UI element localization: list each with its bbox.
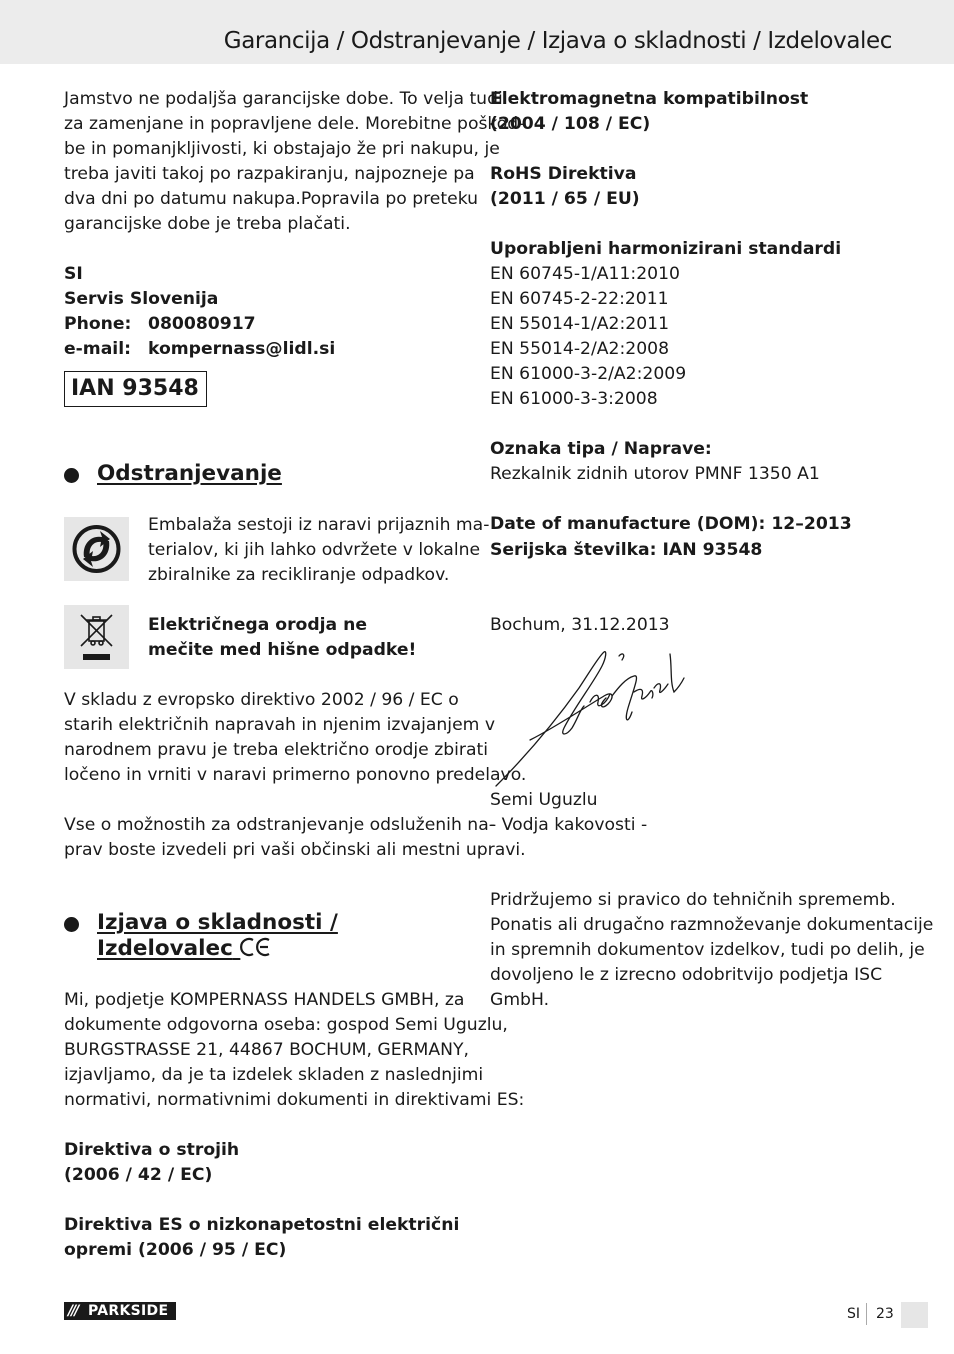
text-line: Vse o možnostih za odstranjevanje odsluženih na-: [64, 815, 495, 835]
parkside-logo: [64, 1302, 176, 1320]
ce-mark-icon: [240, 937, 272, 957]
logo-stripes: ///: [68, 1303, 78, 1319]
text-line: starih električnih napravah in njenim izvajanjem v: [64, 715, 496, 735]
rohs-directive: RoHS Direktiva: [490, 164, 637, 184]
bullet-icon: [64, 917, 79, 932]
low-voltage-directive-code: opremi (2006 / 95 / EC): [64, 1240, 287, 1260]
type-value: Rezkalnik zidnih utorov PMNF 1350 A1: [490, 464, 820, 484]
text-line: Ponatis ali drugačno razmnoževanje dokumentacije: [490, 915, 934, 935]
signer-role: - Vodja kakovosti -: [490, 815, 648, 835]
text-line: za zamenjane in popravljene dele. Morebitne poškod-: [64, 114, 525, 134]
packaging-line: Embalaža sestoji iz naravi prijaznih ma-: [148, 515, 490, 535]
rohs-directive-code: (2011 / 65 / EU): [490, 189, 640, 209]
weee-line: Električnega orodja ne: [148, 615, 368, 635]
standard-item: EN 55014-2/A2:2008: [490, 339, 670, 359]
standard-item: EN 60745-1/A11:2010: [490, 264, 680, 284]
email-label: e-mail:: [64, 339, 131, 359]
signature-image: [494, 648, 694, 788]
declaration-heading-line1: Izjava o skladnosti /: [97, 910, 338, 935]
serial-number: Serijska številka: IAN 93548: [490, 540, 763, 560]
text-line: prav boste izvedeli pri vaši občinski ali mestni upravi.: [64, 840, 526, 860]
crossed-bin-icon: [64, 605, 129, 669]
text-line: izjavljamo, da je ta izdelek skladen z naslednjimi: [64, 1065, 484, 1085]
signer-name: Semi Uguzlu: [490, 790, 598, 810]
emc-directive: Elektromagnetna kompatibilnost: [490, 89, 809, 109]
text-line: Mi, podjetje KOMPERNASS HANDELS GMBH, za: [64, 990, 465, 1010]
place-date: Bochum, 31.12.2013: [490, 615, 670, 635]
text-line: narodnem pravu je treba električno orodje zbirati: [64, 740, 489, 760]
footer-language: SI: [847, 1306, 861, 1322]
standard-item: EN 60745-2-22:2011: [490, 289, 669, 309]
contact-country: SI: [64, 264, 83, 284]
green-dot-recycling-icon: [64, 517, 129, 581]
recycling-icon-box: [64, 517, 129, 581]
contact-service: Servis Slovenija: [64, 289, 219, 309]
machinery-directive-code: (2006 / 42 / EC): [64, 1165, 213, 1185]
machinery-directive: Direktiva o strojih: [64, 1140, 240, 1160]
text-line: Jamstvo ne podaljša garancijske dobe. To velja tudi: [64, 89, 503, 109]
emc-directive-code: (2004 / 108 / EC): [490, 114, 651, 134]
email-value[interactable]: kompernass@lidl.si: [148, 339, 336, 359]
text-line: BURGSTRASSE 21, 44867 BOCHUM, GERMANY,: [64, 1040, 469, 1060]
page-tab-box: [901, 1302, 928, 1328]
bullet-icon: [64, 468, 79, 483]
declaration-heading-text: Izdelovalec: [97, 936, 233, 961]
text-line: garancijske dobe je treba plačati.: [64, 214, 351, 234]
weee-icon-box: [64, 605, 129, 669]
contact-email-row: [64, 337, 335, 362]
text-line: ločeno in vrniti v naravi primerno ponovno predelavo.: [64, 765, 527, 785]
text-line: treba javiti takoj po razpakiranju, najpozneje pa: [64, 164, 475, 184]
standard-item: EN 61000-3-3:2008: [490, 389, 658, 409]
phone-label: Phone:: [64, 314, 132, 334]
page-title: Garancija / Odstranjevanje / Izjava o skladnosti / Izdelovalec: [223, 28, 892, 54]
standards-heading: Uporabljeni harmonizirani standardi: [490, 239, 842, 259]
page-number: 23: [876, 1306, 894, 1322]
phone-value: 080080917: [148, 314, 256, 334]
type-heading: Oznaka tipa / Naprave:: [490, 439, 712, 459]
text-line: dva dni po datumu nakupa.Popravila po preteku: [64, 189, 479, 209]
text-line: normativi, normativnimi dokumenti in direktivami ES:: [64, 1090, 525, 1110]
text-line: in spremnih dokumentov izdelkov, tudi po delih, je: [490, 940, 925, 960]
standard-item: EN 55014-1/A2:2011: [490, 314, 670, 334]
low-voltage-directive: Direktiva ES o nizkonapetostni električni: [64, 1215, 460, 1235]
text-line: V skladu z evropsko direktivo 2002 / 96 / EC o: [64, 690, 459, 710]
packaging-line: terialov, ki jih lahko odvržete v lokalne: [148, 540, 481, 560]
declaration-heading: [64, 910, 338, 962]
page-header: [0, 0, 954, 64]
text-line: be in pomanjkljivosti, ki obstajajo že pri nakupu, je: [64, 139, 500, 159]
text-line: Pridržujemo si pravico do tehničnih sprememb.: [490, 890, 896, 910]
logo-brand-text: PARKSIDE: [88, 1303, 169, 1319]
standard-item: EN 61000-3-2/A2:2009: [490, 364, 687, 384]
text-line: dokumente odgovorna oseba: gospod Semi Uguzlu,: [64, 1015, 508, 1035]
disposal-heading-text: Odstranjevanje: [97, 461, 282, 486]
declaration-heading-line2: [97, 936, 338, 962]
weee-line: mečite med hišne odpadke!: [148, 640, 417, 660]
text-line: GmbH.: [490, 990, 550, 1010]
packaging-line: zbiralnike za recikliranje odpadkov.: [148, 565, 450, 585]
footer-divider: [866, 1303, 867, 1325]
ian-box: IAN 93548: [64, 371, 207, 407]
disposal-heading: [64, 461, 282, 487]
text-line: dovoljeno le z izrecno odobritvijo podjetja ISC: [490, 965, 883, 985]
manufacture-date: Date of manufacture (DOM): 12–2013: [490, 514, 852, 534]
service-contact: [64, 262, 335, 362]
contact-phone-row: [64, 312, 335, 337]
